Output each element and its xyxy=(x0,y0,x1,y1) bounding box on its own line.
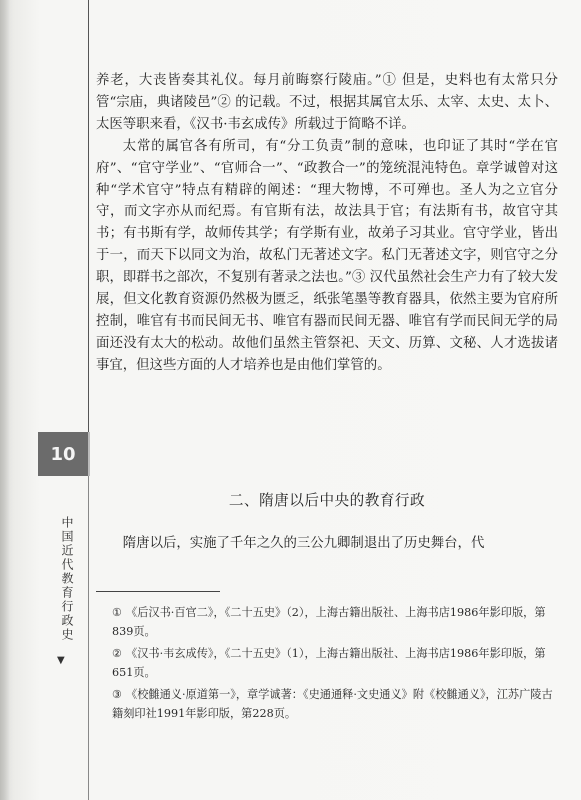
margin-rule-bottom xyxy=(88,476,89,800)
paragraph-after-heading: 隋唐以后，实施了千年之久的三公九卿制退出了历史舞台，代 xyxy=(122,536,485,551)
paragraph: 太常的属官各有所司，有“分工负责”制的意味，也印证了其时“学在官府”、“官守学业”、“官师合一”、“政教合一”的笼统混沌特色。章学诚曾对这种“学术官守”特点有精辟的阐述：“理大物博，不可殚也。圣人为之立官分守，而文字亦从而纪焉。有官斯有法，故法具于官；有法斯有书，故官守其书；有书斯有学，故师传其学；有学斯有业，故弟子习其业。官守学业，皆出于一，而天下以同文为治，故私门无著述文字。私门无著述文字，则官守之分职，即群书之部次，不复别有著录之法也。”③ 汉代虽然社会生产力有了较大发展，但文化教育资源仍然极为匮乏，纸张笔墨等教育器具，依然主要为官府所控制，唯官有书而民间无书、唯官有器而民间无器、唯官有学而民间无学的局面还没有太大的松动。故他们虽然主管祭祀、天文、历算、文秘、人才选拔诸事宜，但这些方面的人才培养也是由他们掌管的。 xyxy=(96,138,558,373)
footnote-marker: ② xyxy=(112,647,123,661)
main-text xyxy=(96,70,558,377)
section-heading: 二、隋唐以后中央的教育行政 xyxy=(228,492,426,509)
margin-rule-top xyxy=(88,0,89,432)
footnote-item xyxy=(112,686,560,723)
down-triangle-icon: ▼ xyxy=(57,655,65,666)
page-gutter-shadow xyxy=(0,0,10,800)
footnote-marker: ① xyxy=(112,606,123,619)
footnote-text: 《后汉书·百官二》，《二十五史》（2），上海古籍出版社、上海书店1986年影印版，第839页。 xyxy=(112,606,546,638)
footnote-item xyxy=(112,645,560,682)
footnote-text: 《汉书·韦玄成传》，《二十五史》（1），上海古籍出版社、上海书店1986年影印版，第651页。 xyxy=(112,647,546,679)
footnotes xyxy=(112,604,560,728)
running-title-vertical: 中国近代教育行政史 xyxy=(60,516,74,642)
footnote-item xyxy=(112,604,560,641)
footnote-marker: ③ xyxy=(112,688,123,702)
page-number-tab: 10 xyxy=(38,432,90,476)
paragraph-continued: 养老，大丧皆奏其礼仪。每月前晦察行陵庙。”① 但是，史料也有太常只分管“宗庙，典诸陵邑”② 的记载。不过，根据其属官太乐、太宰、太史、太卜、太医等职来看，《汉书·韦玄成传》所载过于简略不详。 xyxy=(96,73,558,132)
footnote-separator xyxy=(96,591,220,592)
footnote-text: 《校雠通义·原道第一》，章学诚著：《史通通释·文史通义》附《校雠通义》，江苏广陵古籍刻印社1991年影印版，第228页。 xyxy=(112,688,553,720)
